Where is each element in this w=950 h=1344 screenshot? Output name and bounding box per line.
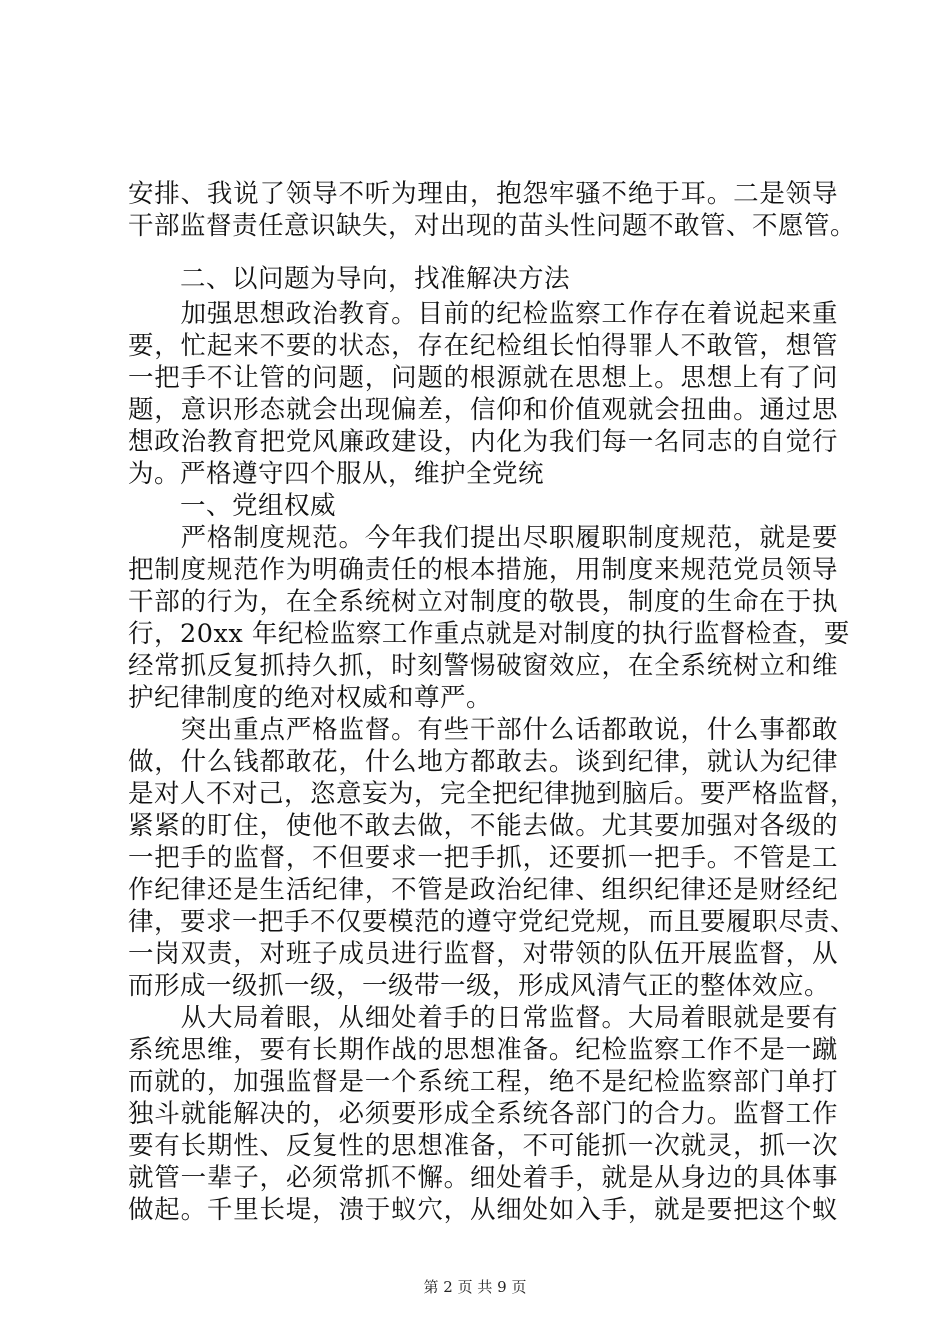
body-line: 一把手的监督，不但要求一把手抓，还要抓一把手。不管是工 bbox=[128, 843, 838, 873]
body-line: 要，忙起来不要的状态，存在纪检组长怕得罪人不敢管，想管 bbox=[128, 331, 838, 361]
body-line: 而形成一级抓一级，一级带一级，形成风清气正的整体效应。 bbox=[128, 971, 831, 1001]
body-line: 为。严格遵守四个服从，维护全党统 bbox=[128, 459, 545, 489]
body-line: 一岗双责，对班子成员进行监督，对带领的队伍开展监督，从 bbox=[128, 939, 838, 969]
page-number-footer: 第 2 页 共 9 页 bbox=[423, 1278, 527, 1296]
body-line: 加强思想政治教育。目前的纪检监察工作存在着说起来重 bbox=[128, 299, 838, 329]
body-line: 想政治教育把党风廉政建设，内化为我们每一名同志的自觉行 bbox=[128, 427, 838, 457]
body-line: 把制度规范作为明确责任的根本措施，用制度来规范党员领导 bbox=[128, 555, 838, 585]
body-line: 紧紧的盯住，使他不敢去做，不能去做。尤其要加强对各级的 bbox=[128, 811, 838, 841]
body-line: 一把手不让管的问题，问题的根源就在思想上。思想上有了问 bbox=[128, 363, 838, 393]
body-line: 突出重点严格监督。有些干部什么话都敢说，什么事都敢 bbox=[128, 715, 838, 745]
body-line: 就管一辈子，必须常抓不懈。细处着手，就是从身边的具体事 bbox=[128, 1163, 838, 1193]
body-line: 严格制度规范。今年我们提出尽职履职制度规范，就是要 bbox=[128, 523, 838, 553]
body-line: 干部监督责任意识缺失，对出现的苗头性问题不敢管、不愿管。 bbox=[128, 211, 857, 241]
body-line: 护纪律制度的绝对权威和尊严。 bbox=[128, 683, 493, 713]
body-line: 从大局着眼，从细处着手的日常监督。大局着眼就是要有 bbox=[128, 1003, 838, 1033]
body-line: 律，要求一把手不仅要模范的遵守党纪党规，而且要履职尽责、 bbox=[128, 907, 857, 937]
body-line: 要有长期性、反复性的思想准备，不可能抓一次就灵，抓一次 bbox=[128, 1131, 838, 1161]
body-line: 经常抓反复抓持久抓，时刻警惕破窗效应，在全系统树立和维 bbox=[128, 651, 838, 681]
section-heading: 一、党组权威 bbox=[128, 491, 337, 521]
body-line: 安排、我说了领导不听为理由，抱怨牢骚不绝于耳。二是领导 bbox=[128, 179, 838, 209]
body-line: 独斗就能解决的，必须要形成全系统各部门的合力。监督工作 bbox=[128, 1099, 838, 1129]
section-heading: 二、以问题为导向，找准解决方法 bbox=[128, 264, 571, 294]
body-line: 行，20xx 年纪检监察工作重点就是对制度的执行监督检查，要 bbox=[128, 619, 850, 649]
body-line: 干部的行为，在全系统树立对制度的敬畏，制度的生命在于执 bbox=[128, 587, 838, 617]
body-line: 题，意识形态就会出现偏差，信仰和价值观就会扭曲。通过思 bbox=[128, 395, 838, 425]
body-line: 是对人不对己，恣意妄为，完全把纪律抛到脑后。要严格监督， bbox=[128, 779, 857, 809]
body-line: 做，什么钱都敢花，什么地方都敢去。谈到纪律，就认为纪律 bbox=[128, 747, 838, 777]
body-line: 系统思维，要有长期作战的思想准备。纪检监察工作不是一蹴 bbox=[128, 1035, 838, 1065]
body-line: 而就的，加强监督是一个系统工程，绝不是纪检监察部门单打 bbox=[128, 1067, 838, 1097]
body-line: 做起。千里长堤，溃于蚁穴，从细处如入手，就是要把这个蚁 bbox=[128, 1195, 838, 1225]
body-line: 作纪律还是生活纪律，不管是政治纪律、组织纪律还是财经纪 bbox=[128, 875, 838, 905]
